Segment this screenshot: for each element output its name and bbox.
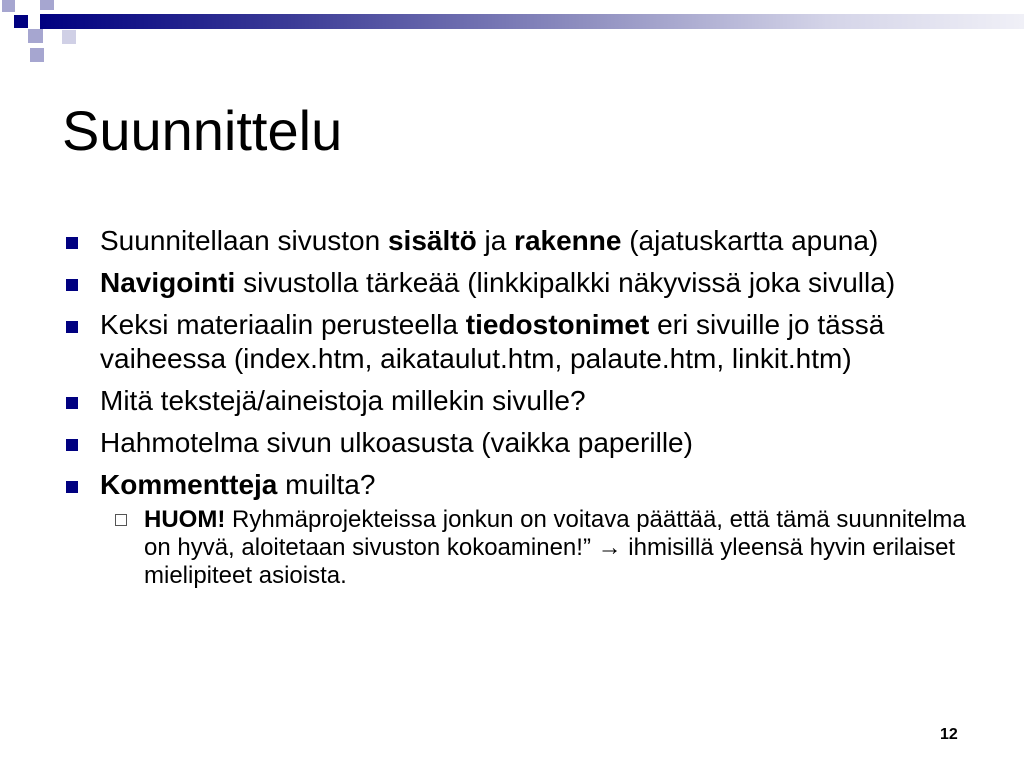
square-bullet-icon: [66, 439, 78, 451]
arrow-right-icon: →: [597, 534, 622, 561]
bullet-list: [62, 224, 972, 598]
bullet-bold-text: Navigointi: [100, 267, 236, 298]
page-number: 12: [940, 726, 958, 743]
hollow-square-bullet-icon: [115, 514, 127, 526]
bullet-item: [62, 426, 972, 460]
bullet-text: ja: [476, 225, 515, 256]
bullet-item: [62, 468, 972, 590]
slide-title: Suunnittelu: [62, 99, 343, 162]
deco-square: [30, 48, 44, 62]
deco-square: [2, 0, 15, 12]
header-gradient-bar: [40, 14, 1024, 29]
bullet-bold-text: rakenne: [514, 225, 622, 256]
bullet-item: [62, 308, 972, 376]
sub-bullet-text: ihmisillä yleensä hyvin erilaiset mielipiteet asioista.: [144, 534, 956, 589]
deco-square: [40, 0, 54, 10]
deco-square: [62, 30, 76, 44]
square-bullet-icon: [66, 237, 78, 249]
bullet-text: (ajatuskartta apuna): [621, 225, 879, 256]
bullet-text: Suunnitellaan sivuston: [100, 225, 388, 256]
bullet-item: [62, 224, 972, 258]
deco-square: [15, 0, 27, 13]
sub-bullet-list: [100, 506, 972, 590]
sub-bullet-text: Ryhmäprojekteissa jonkun on voitava päättää, että tämä suunnitelma on hyvä, aloitetaan sivuston kokoaminen!”: [144, 506, 966, 561]
bullet-text: sivustolla tärkeää (linkkipalkki näkyvissä joka sivulla): [235, 267, 896, 298]
deco-square: [14, 15, 28, 28]
bullet-bold-text: Kommentteja: [100, 469, 278, 500]
bullet-item: [62, 384, 972, 418]
bullet-text: muilta?: [277, 469, 376, 500]
deco-square: [28, 29, 43, 43]
bullet-text: Keksi materiaalin perusteella: [100, 309, 466, 340]
square-bullet-icon: [66, 279, 78, 291]
bullet-bold-text: sisältö: [387, 225, 477, 256]
header-decoration: [0, 0, 1024, 70]
bullet-text: eri sivuille jo tässä vaiheessa (index.htm, aikataulut.htm, palaute.htm, linkit.htm): [100, 309, 885, 374]
bullet-text: Hahmotelma sivun ulkoasusta (vaikka paperille): [100, 427, 693, 458]
square-bullet-icon: [66, 397, 78, 409]
sub-bullet-item: [100, 506, 972, 590]
bullet-bold-text: tiedostonimet: [465, 309, 650, 340]
sub-bullet-bold-text: HUOM!: [144, 506, 226, 533]
bullet-text: Mitä tekstejä/aineistoja millekin sivulle?: [100, 385, 586, 416]
square-bullet-icon: [66, 321, 78, 333]
square-bullet-icon: [66, 481, 78, 493]
bullet-item: [62, 266, 972, 300]
